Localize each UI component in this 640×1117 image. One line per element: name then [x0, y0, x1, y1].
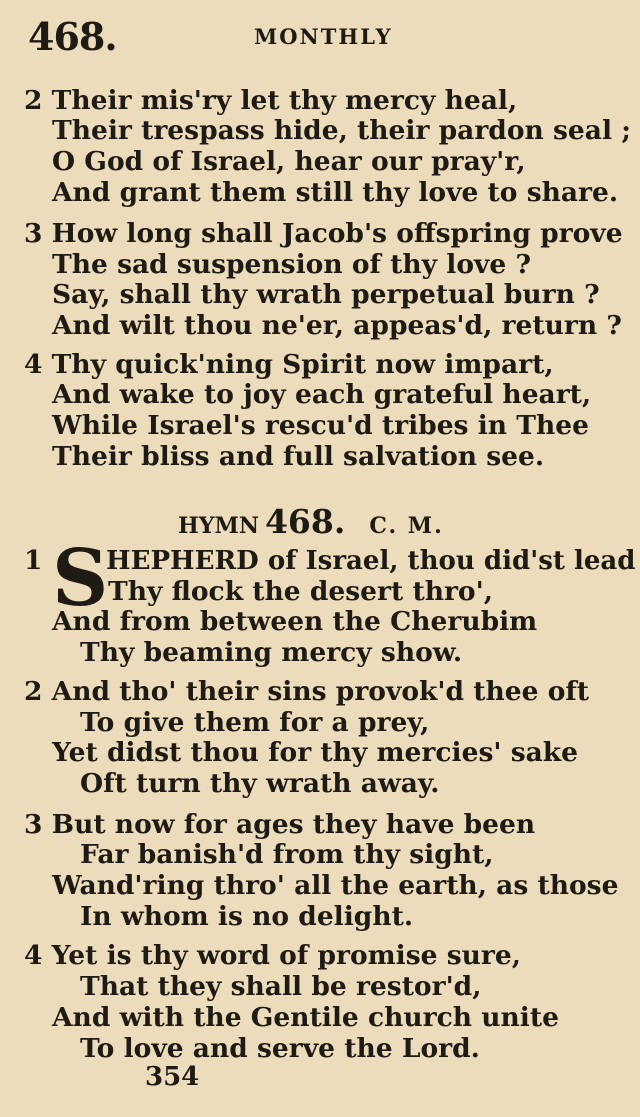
verse-line: In whom is no delight. [80, 901, 414, 932]
verse-line: And wake to joy each grateful heart, [52, 379, 592, 410]
verse-line: 2 Their mis'ry let thy mercy heal, [24, 85, 518, 116]
verse-line: 2 And tho' their sins provok'd thee oft [24, 676, 590, 707]
verse-line: 3 But now for ages they have been [24, 809, 536, 840]
signature-mark: 354 [145, 1062, 200, 1092]
stanza-number: 1 [24, 545, 43, 576]
verse-line: HEPHERD of Israel, thou did'st lead [106, 545, 636, 576]
running-title: MONTHLY [254, 24, 393, 49]
verse-line: Yet didst thou for thy mercies' sake [52, 737, 579, 768]
hymn-meter: C. M. [369, 513, 444, 539]
hymn-heading [178, 502, 444, 541]
verse-line: Their trespass hide, their pardon seal ; [52, 115, 632, 146]
drop-cap: S [52, 533, 109, 624]
verse-line: 4 Thy quick'ning Spirit now impart, [24, 349, 554, 380]
verse-line: And grant them still thy love to share. [52, 177, 619, 208]
verse-line: To give them for a prey, [80, 707, 430, 738]
verse-line: 4 Yet is thy word of promise sure, [24, 940, 521, 971]
hymn-number: 468. [264, 502, 346, 541]
verse-line: Far banish'd from thy sight, [80, 839, 494, 870]
verse-line: And wilt thou ne'er, appeas'd, return ? [52, 310, 622, 341]
verse-line: Say, shall thy wrath perpetual burn ? [52, 279, 600, 310]
verse-line: The sad suspension of thy love ? [52, 249, 532, 280]
verse-line: 3 How long shall Jacob's offspring prove [24, 218, 623, 249]
verse-line: Wand'ring thro' all the earth, as those [52, 870, 619, 901]
verse-line: Their bliss and full salvation see. [52, 441, 545, 472]
verse-line: Oft turn thy wrath away. [80, 768, 440, 799]
verse-line: And with the Gentile church unite [52, 1002, 559, 1033]
verse-line: And from between the Cherubim [52, 606, 538, 637]
verse-line: While Israel's rescu'd tribes in Thee [52, 410, 589, 441]
verse-line: Thy beaming mercy show. [80, 637, 463, 668]
verse-line: Thy flock the desert thro', [108, 576, 493, 607]
verse-line: O God of Israel, hear our pray'r, [52, 146, 526, 177]
page-number: 468. [28, 14, 117, 59]
verse-line: That they shall be restor'd, [80, 971, 482, 1002]
hymn-label: HYMN [178, 513, 259, 539]
verse-line: To love and serve the Lord. [80, 1033, 480, 1064]
